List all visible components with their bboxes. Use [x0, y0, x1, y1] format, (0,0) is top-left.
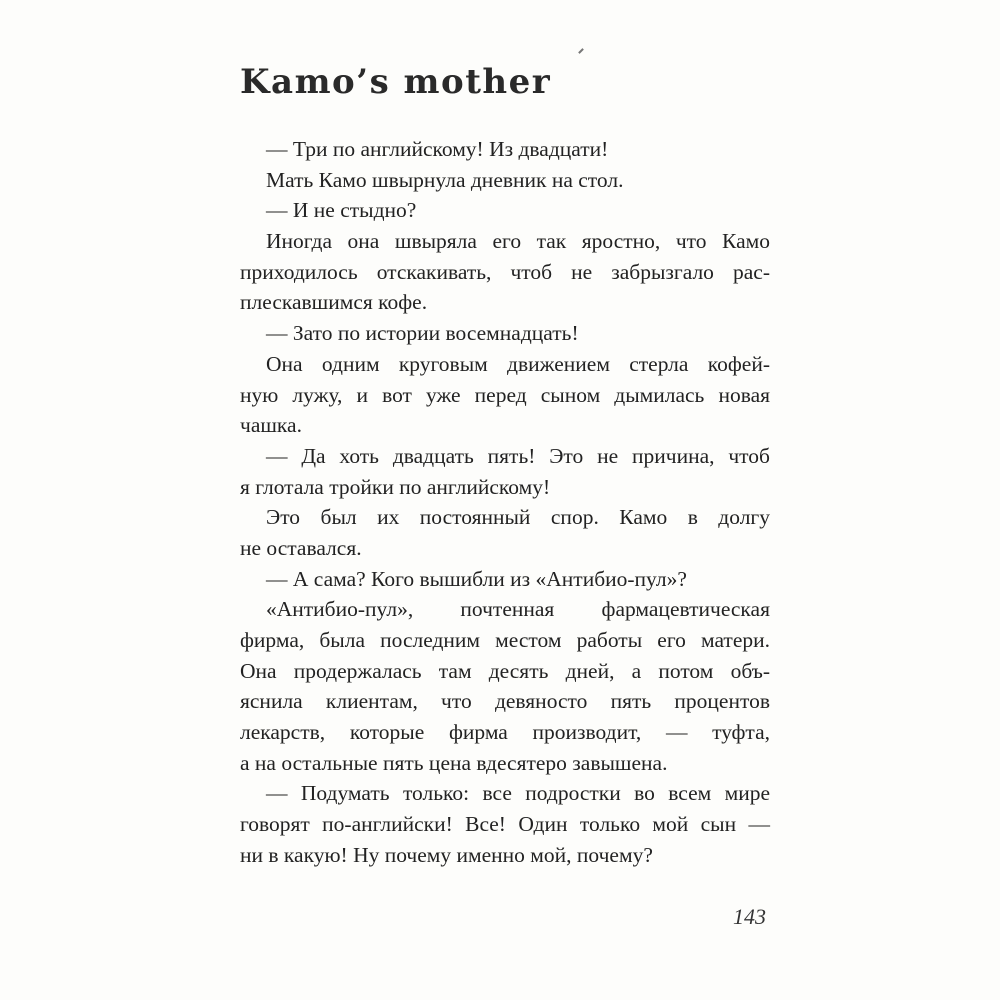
- text-line: Она продержалась там десять дней, а потом объ-: [240, 658, 770, 683]
- text-line: Мать Камо швырнула дневник на стол.: [266, 167, 624, 192]
- text-line: — И не стыдно?: [266, 198, 417, 223]
- stray-mark: [578, 48, 584, 54]
- text-line: ную лужу, и вот уже перед сыном дымилась новая: [240, 382, 770, 407]
- text-line: «Антибио-пул», почтенная фармацевтическая: [266, 597, 770, 622]
- body-text: [240, 134, 770, 871]
- page-number: 143: [733, 904, 766, 929]
- text-line: фирма, была последним местом работы его матери.: [240, 628, 770, 652]
- text-line: Иногда она швыряла его так яростно, что Камо: [266, 229, 770, 254]
- chapter-title: Kamo’s mother: [240, 62, 552, 102]
- text-line: Она одним круговым движением стерла кофей-: [266, 351, 770, 376]
- text-line: а на остальные пять цена вдесятеро завышена.: [240, 750, 668, 775]
- text-line: — Три по английскому! Из двадцати!: [266, 137, 609, 161]
- text-line: лекарств, которые фирма производит, — туфта,: [240, 720, 770, 745]
- text-line: чашка.: [240, 413, 302, 438]
- text-line: — Подумать только: все подростки во всем мире: [266, 781, 770, 806]
- text-line: — Зато по истории восемнадцать!: [266, 321, 579, 346]
- text-line: приходилось отскакивать, чтоб не забрызгало рас-: [240, 259, 770, 284]
- text-line: яснила клиентам, что девяносто пять процентов: [240, 689, 770, 714]
- text-line: — Да хоть двадцать пять! Это не причина, чтоб: [266, 443, 770, 468]
- text-line: — А сама? Кого вышибли из «Антибио-пул»?: [266, 566, 687, 591]
- text-line: я глотала тройки по английскому!: [240, 474, 551, 499]
- text-line: плескавшимся кофе.: [240, 290, 428, 315]
- text-line: говорят по-английски! Все! Один только мой сын —: [240, 812, 770, 837]
- text-line: Это был их постоянный спор. Камо в долгу: [266, 505, 770, 530]
- text-line: ни в какую! Ну почему именно мой, почему?: [240, 842, 653, 867]
- text-line: не оставался.: [240, 535, 362, 560]
